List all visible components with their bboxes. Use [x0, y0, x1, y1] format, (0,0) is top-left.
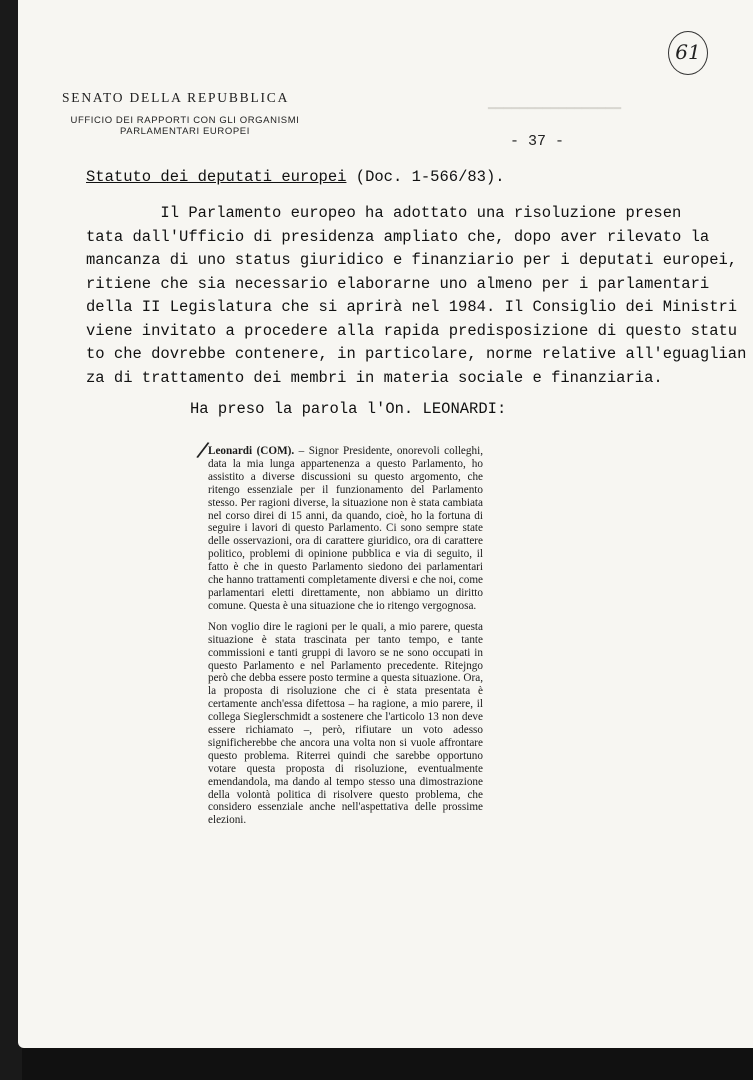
institution-heading: SENATO DELLA REPUBBLICA — [62, 90, 290, 105]
paragraph-line: mancanza di uno status giuridico e finanziario per i deputati europei, — [86, 251, 738, 269]
handwritten-tick-mark: / — [194, 437, 211, 464]
paragraph-line: della II Legislatura che si aprirà nel 1984. Il Consiglio dei Ministri — [86, 298, 738, 316]
summary-paragraph — [86, 202, 747, 390]
document-title — [86, 168, 505, 186]
paragraph-line: to che dovrebbe contenere, in particolare, norme relative all'eguaglian — [86, 345, 747, 363]
bleed-through: ▁▁▁▁▁▁▁▁▁▁▁▁▁▁▁▁▁ — [488, 95, 622, 110]
office-subheading: UFFICIO DEI RAPPORTI CON GLI ORGANISMI PARLAMENTARI EUROPEI — [70, 115, 300, 137]
title-reference: (Doc. 1-566/83). — [355, 168, 505, 186]
speaker-name: Leonardi (COM). — [208, 445, 295, 457]
speech-paragraph — [208, 445, 483, 613]
paragraph-line: Il Parlamento europeo ha adottato una risoluzione presen — [86, 204, 682, 222]
handwritten-page-number: 61 — [668, 31, 708, 75]
paragraph-line: tata dall'Ufficio di presidenza ampliato che, dopo aver rilevato la — [86, 227, 710, 246]
paragraph-line: viene invitato a procedere alla rapida predisposizione di questo statu — [86, 321, 738, 340]
speech-paragraph: Non voglio dire le ragioni per le quali, a mio parere, questa situazione è stata trascinata per tanto tempo, e tante commissioni e tanti gruppi di lavoro se ne sono occupati in questo Parlamento e nel Parlamento precedente. Ritejngo però che debba essere posto termine a questa situazione. Ora, la proposta di risoluzione che ci è stata presentata è certamente anch'essa difettosa – ha ragione, a mio parere, il collega Sieglerschmidt a sostenere che l'articolo 13 non deve essere richiamato –, però, rifiutare un voto adesso significherebbe che ancora una volta non si vuole affrontare questo problema. Riterrei quindi che sarebbe opportuno votare questa proposta di risoluzione, eventualmente emendandola, ma dando al tempo stesso una dimostrazione della volontà politica di risolvere questo problema, che considero essenziale anche nell'aspettativa delle prossime elezioni. — [208, 620, 483, 827]
typed-page-number: - 37 - — [510, 133, 565, 150]
paragraph-line: ritiene che sia necessario elaborarne uno almeno per i parlamentari — [86, 274, 710, 293]
speech-text: – Signor Presidente, onorevoli colleghi, data la mia lunga appartenenza a questo Parlamento, ho assistito a diverse discussioni su questo argomento, che ritengo essenziale per il funzionamento del Parlamento stesso. Per ragioni diverse, la situazione non è stata cambiata nel corso direi di 15 anni, da quando, cioè, ho la fortuna di seguire i lavori di questo Parlamento. Ci sono sempre state delle osservazioni, ora di carattere giuridico, ora di carattere politico, problemi di opinione pubblica e via di seguito, il fatto è che in questo Parlamento siedono dei parlamentari che hanno trattamenti completamente diversi e che noi, come parlamentari eletti direttamente, non abbiamo un diritto comune. Questa è una situazione che io ritengo vergognosa. — [208, 445, 483, 612]
speech-clipping — [208, 445, 483, 835]
floor-given-line: Ha preso la parola l'On. LEONARDI: — [190, 400, 507, 418]
paragraph-line: za di trattamento dei membri in materia sociale e finanziaria. — [86, 368, 663, 387]
title-underlined: Statuto dei deputati europei — [86, 168, 347, 186]
